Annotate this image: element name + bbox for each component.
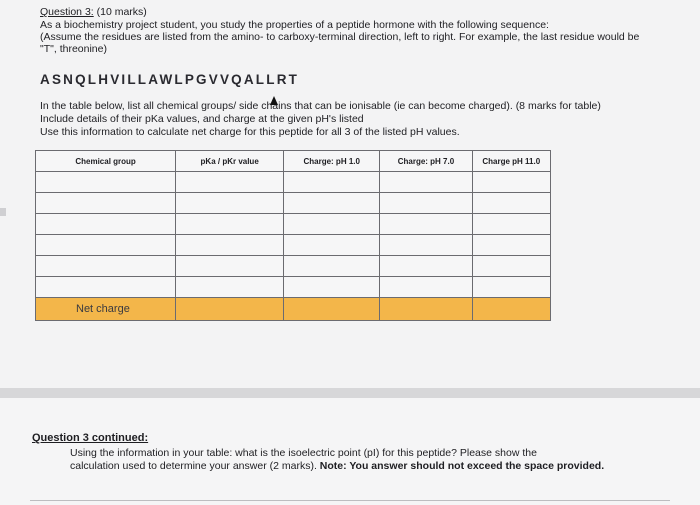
table-cell[interactable] bbox=[472, 277, 550, 298]
header-pka: pKa / pKr value bbox=[176, 151, 284, 172]
ionisable-groups-table bbox=[35, 150, 551, 321]
net-charge-ph1[interactable] bbox=[284, 298, 380, 321]
peptide-sequence: ASNQLHVILLAWLPGVVQALLRT bbox=[40, 72, 300, 87]
instruction-line-3: Use this information to calculate net charge for this peptide for all 3 of the listed pH values. bbox=[40, 126, 460, 138]
table-cell[interactable] bbox=[380, 277, 472, 298]
net-charge-label: Net charge bbox=[36, 298, 176, 321]
table-cell[interactable] bbox=[284, 256, 380, 277]
table-cell[interactable] bbox=[472, 172, 550, 193]
table-cell[interactable] bbox=[36, 256, 176, 277]
header-charge-ph11: Charge pH 11.0 bbox=[472, 151, 550, 172]
table-cell[interactable] bbox=[176, 193, 284, 214]
page-edge-marker bbox=[0, 208, 6, 216]
table-row bbox=[36, 235, 551, 256]
answer-space-rule bbox=[30, 500, 670, 501]
table-cell[interactable] bbox=[380, 172, 472, 193]
table-cell[interactable] bbox=[36, 277, 176, 298]
table-row bbox=[36, 172, 551, 193]
question-marks: (10 marks) bbox=[93, 6, 147, 18]
continued-note: Note: You answer should not exceed the space provided. bbox=[319, 460, 605, 472]
net-charge-ph7[interactable] bbox=[380, 298, 472, 321]
table-cell[interactable] bbox=[284, 193, 380, 214]
table-cell[interactable] bbox=[36, 172, 176, 193]
table-row bbox=[36, 277, 551, 298]
table-cell[interactable] bbox=[472, 256, 550, 277]
net-charge-row bbox=[36, 298, 551, 321]
header-charge-ph7: Charge: pH 7.0 bbox=[380, 151, 472, 172]
mouse-cursor-icon bbox=[270, 96, 278, 105]
table-cell[interactable] bbox=[176, 256, 284, 277]
table-cell[interactable] bbox=[36, 235, 176, 256]
table-cell[interactable] bbox=[284, 277, 380, 298]
question-line-3: "T", threonine) bbox=[40, 43, 107, 55]
continued-line-2 bbox=[70, 460, 604, 472]
table-cell[interactable] bbox=[284, 172, 380, 193]
table-row bbox=[36, 193, 551, 214]
table-cell[interactable] bbox=[380, 193, 472, 214]
question-line-2: (Assume the residues are listed from the amino- to carboxy-terminal direction, left to right. For example, the last residue would be bbox=[40, 31, 640, 43]
net-charge-ph11[interactable] bbox=[472, 298, 550, 321]
table-cell[interactable] bbox=[36, 214, 176, 235]
table-row bbox=[36, 256, 551, 277]
table-cell[interactable] bbox=[176, 214, 284, 235]
page-break-band bbox=[0, 388, 700, 398]
table-cell[interactable] bbox=[380, 235, 472, 256]
table-cell[interactable] bbox=[284, 235, 380, 256]
table-cell[interactable] bbox=[176, 277, 284, 298]
question-line-1: As a biochemistry project student, you study the properties of a peptide hormone with the following sequence: bbox=[40, 19, 549, 31]
question-label: Question 3: bbox=[40, 6, 94, 18]
table-cell[interactable] bbox=[176, 235, 284, 256]
table-cell[interactable] bbox=[284, 214, 380, 235]
table-cell[interactable] bbox=[36, 193, 176, 214]
table-row bbox=[36, 214, 551, 235]
question-heading bbox=[40, 6, 147, 18]
table-cell[interactable] bbox=[176, 172, 284, 193]
table-cell[interactable] bbox=[472, 235, 550, 256]
net-charge-cell bbox=[176, 298, 284, 321]
instruction-line-1: In the table below, list all chemical groups/ side chains that can be ionisable (ie can become charged). (8 marks for table) bbox=[40, 100, 601, 112]
table-cell[interactable] bbox=[380, 256, 472, 277]
continued-line-1: Using the information in your table: what is the isoelectric point (pI) for this peptide? Please show the bbox=[70, 447, 537, 459]
instruction-line-2: Include details of their pKa values, and charge at the given pH's listed bbox=[40, 113, 364, 125]
header-chemical-group: Chemical group bbox=[36, 151, 176, 172]
table-header-row bbox=[36, 151, 551, 172]
table-cell[interactable] bbox=[472, 214, 550, 235]
header-charge-ph1: Charge: pH 1.0 bbox=[284, 151, 380, 172]
continued-line-2-text: calculation used to determine your answer (2 marks). bbox=[70, 460, 320, 472]
table-cell[interactable] bbox=[472, 193, 550, 214]
table-cell[interactable] bbox=[380, 214, 472, 235]
continued-title: Question 3 continued: bbox=[32, 432, 149, 444]
